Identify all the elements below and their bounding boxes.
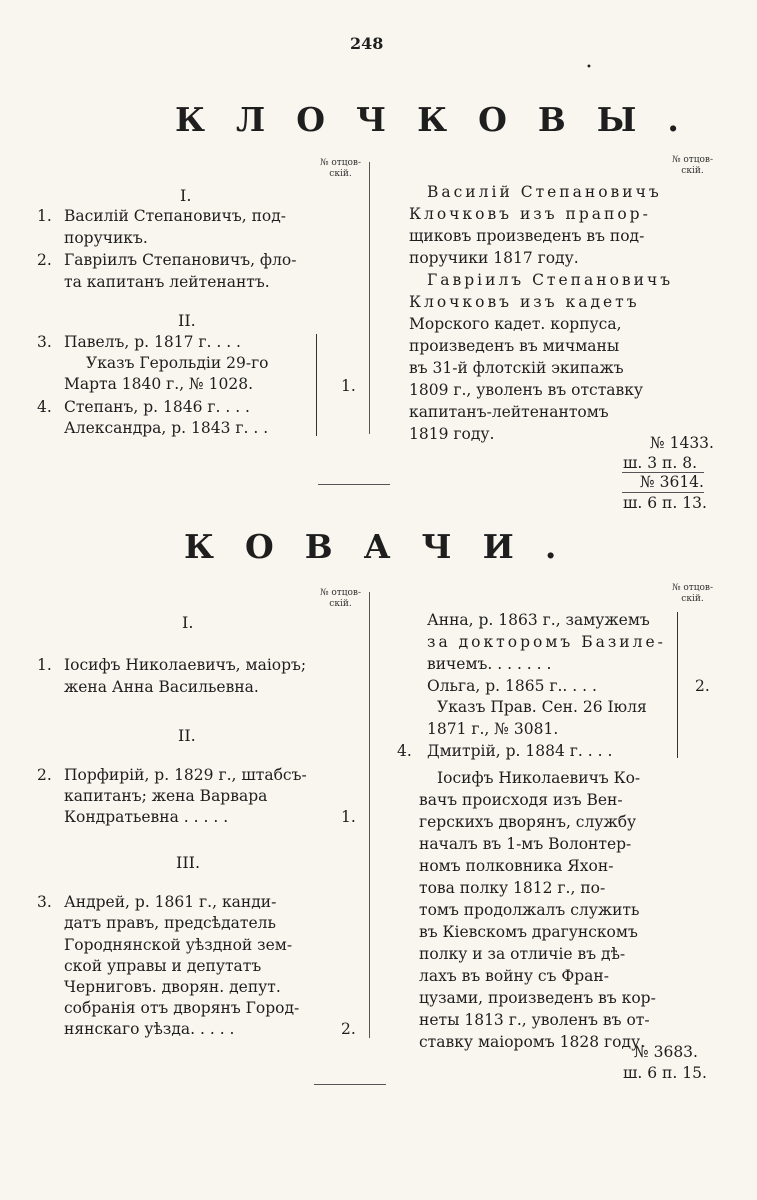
archive-ref: ш. 6 п. 15. [623, 1064, 707, 1082]
paragraph-line: Василій Степановичъ [427, 183, 662, 201]
entry-text: Александра, р. 1843 г. . . [64, 419, 269, 437]
group-brace [316, 334, 317, 436]
entry-text: за докторомъ Базиле- [427, 633, 666, 651]
entry-text: Черниговъ. дворян. депут. [64, 978, 281, 996]
paragraph-line: произведенъ въ мичманы [409, 337, 620, 355]
archive-ref: ш. 3 п. 8. [623, 454, 698, 472]
group-number: 2. [341, 1020, 356, 1038]
page-end-separator [314, 1084, 386, 1085]
entry-number: 3. [37, 333, 52, 351]
entry-text: Порфирій, р. 1829 г., штабсъ- [64, 766, 307, 784]
paragraph-line: герскихъ дворянъ, службу [419, 813, 637, 831]
paragraph-line: ставку маіоромъ 1828 году. [419, 1033, 646, 1051]
paragraph-line: Клочковъ изъ прапор- [409, 205, 651, 223]
generation-heading: I. [182, 613, 194, 632]
entry-text: 1871 г., № 3081. [427, 720, 559, 738]
paragraph-line: Морского кадет. корпуса, [409, 315, 622, 333]
entry-text: Степанъ, р. 1846 г. . . . [64, 398, 250, 416]
paragraph-line: полку и за отличіе въ дѣ- [419, 945, 626, 963]
group-brace [677, 612, 678, 758]
paragraph-line: 1819 году. [409, 425, 495, 443]
entry-text: Ольга, р. 1865 г.. . . . [427, 677, 597, 695]
paragraph-line: лахъ въ войну съ Фран- [419, 967, 609, 985]
entry-number: 4. [397, 742, 412, 760]
generation-heading: II. [178, 311, 196, 330]
paragraph-line: томъ продолжалъ служить [419, 901, 640, 919]
entry-number: 3. [37, 893, 52, 911]
paragraph-line: въ 31-й флотскій экипажъ [409, 359, 624, 377]
group-number: 1. [341, 808, 356, 826]
paragraph-line: вачъ происходя изъ Вен- [419, 791, 623, 809]
entry-text: Марта 1840 г., № 1028. [64, 375, 254, 393]
archive-ref: № 3614. [640, 473, 704, 491]
column-divider [369, 162, 370, 434]
entry-text: Городнянской уѣздной зем- [64, 936, 293, 954]
column-divider [369, 592, 370, 1038]
paragraph-line: въ Кіевскомъ драгунскомъ [419, 923, 638, 941]
entry-text: собранія отъ дворянъ Город- [64, 999, 300, 1017]
paragraph-line: цузами, произведенъ въ кор- [419, 989, 656, 1007]
entry-text: та капитанъ лейтенантъ. [64, 273, 270, 291]
generation-heading: II. [178, 726, 196, 745]
entry-text: Гавріилъ Степановичъ, фло- [64, 251, 297, 269]
group-number: 2. [695, 677, 710, 695]
section-separator [318, 484, 390, 485]
ink-dot: • [586, 62, 592, 73]
entry-number: 2. [37, 766, 52, 784]
entry-text: Василій Степановичъ, под- [64, 207, 287, 225]
paragraph-line: 1809 г., уволенъ въ отставку [409, 381, 644, 399]
entry-text: капитанъ; жена Варвара [64, 787, 268, 805]
archive-ref: № 3683. [634, 1043, 698, 1061]
entry-text: датъ правъ, предсѣдатель [64, 914, 276, 932]
entry-text: Кондратьевна . . . . . [64, 808, 229, 826]
section-title-kovachi: КОВАЧИ. [184, 527, 588, 566]
paragraph-line: това полку 1812 г., по- [419, 879, 606, 897]
entry-text: Іосифъ Николаевичъ, маіоръ; [64, 656, 307, 674]
column-label-right: № отцов- скій. [671, 155, 714, 176]
archive-ref: № 1433. [650, 434, 714, 452]
section-title-klochkovy: КЛОЧКОВЫ. [175, 100, 710, 139]
paragraph-line: капитанъ-лейтенантомъ [409, 403, 609, 421]
generation-heading: III. [176, 853, 201, 872]
entry-text: Анна, р. 1863 г., замужемъ [427, 611, 650, 629]
entry-number: 1. [37, 207, 52, 225]
group-number: 1. [341, 377, 356, 395]
entry-text: ской управы и депутатъ [64, 957, 262, 975]
entry-number: 4. [37, 398, 52, 416]
paragraph-line: Іосифъ Николаевичъ Ко- [437, 769, 641, 787]
archive-ref: ш. 6 п. 13. [623, 494, 707, 512]
entry-text: Андрей, р. 1861 г., канди- [64, 893, 277, 911]
paragraph-line: номъ полковника Яхон- [419, 857, 614, 875]
entry-text: поручикъ. [64, 229, 148, 247]
entry-text: Дмитрій, р. 1884 г. . . . [427, 742, 613, 760]
paragraph-line: Гавріилъ Степановичъ [427, 271, 674, 289]
entry-text: жена Анна Васильевна. [64, 678, 259, 696]
page-number: 248 [350, 34, 384, 53]
entry-text: Павелъ, р. 1817 г. . . . [64, 333, 241, 351]
generation-heading: I. [180, 186, 192, 205]
column-label-left: № отцов- скій. [319, 588, 362, 609]
paragraph-line: началъ въ 1-мъ Волонтер- [419, 835, 632, 853]
entry-text: Указъ Прав. Сен. 26 Іюля [437, 698, 647, 716]
paragraph-line: поручики 1817 году. [409, 249, 579, 267]
paragraph-line: Клочковъ изъ кадетъ [409, 293, 640, 311]
entry-text: Указъ Герольдіи 29-го [86, 354, 269, 372]
entry-text: вичемъ. . . . . . . [427, 655, 552, 673]
entry-number: 1. [37, 656, 52, 674]
paragraph-line: неты 1813 г., уволенъ въ от- [419, 1011, 650, 1029]
paragraph-line: щиковъ произведенъ въ под- [409, 227, 645, 245]
column-label-right: № отцов- скій. [671, 583, 714, 604]
column-label-left: № отцов- скій. [319, 158, 362, 179]
entry-number: 2. [37, 251, 52, 269]
entry-text: нянскаго уѣзда. . . . . [64, 1020, 235, 1038]
